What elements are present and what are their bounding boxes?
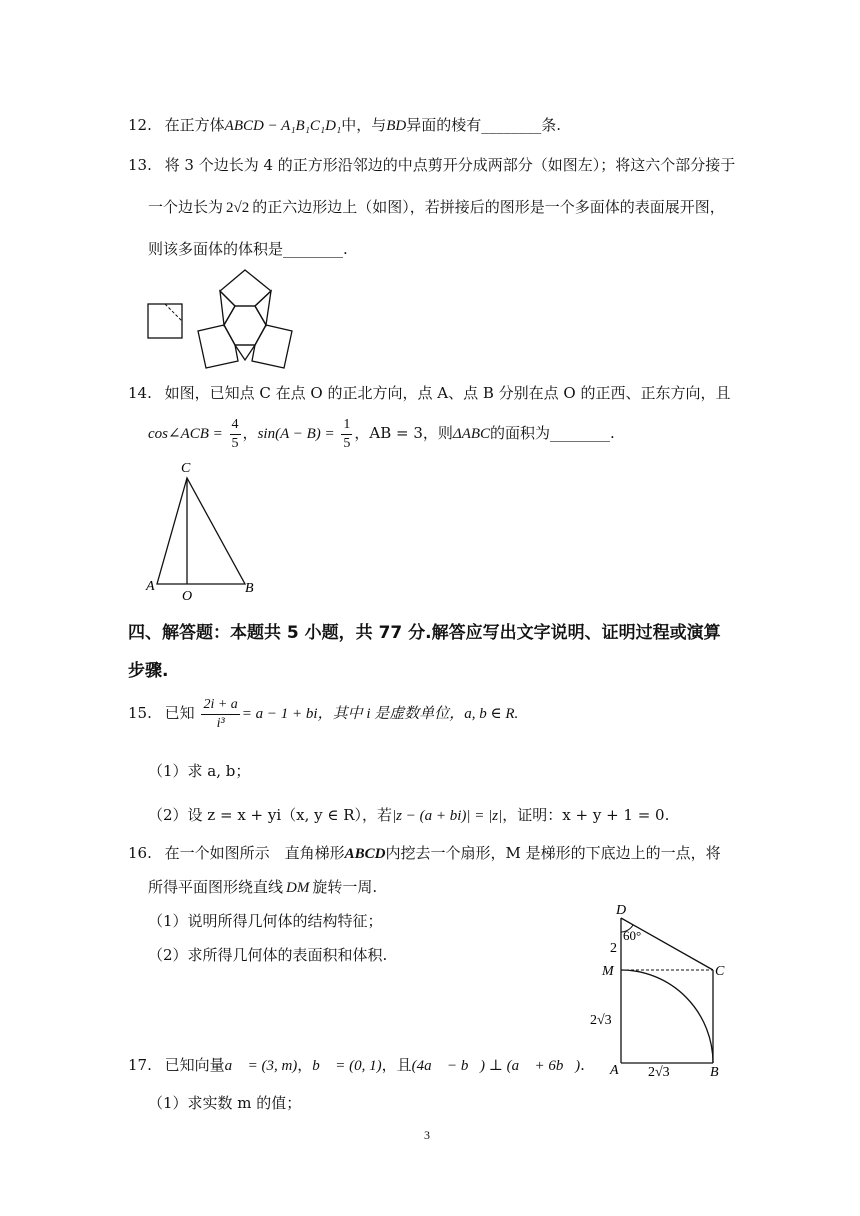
q14-number: 14. xyxy=(128,384,152,402)
q13-figure xyxy=(140,268,310,378)
question-13-line-3 xyxy=(148,238,348,260)
q13-side-length: 2√2 xyxy=(226,200,250,216)
q12-text-2: 中，与 xyxy=(341,116,387,134)
q14-sin-numerator: 1 xyxy=(341,416,352,435)
q17-end: . xyxy=(580,1056,585,1074)
q15-part-1-text: （1）求 a, b； xyxy=(148,762,251,780)
q16-figure xyxy=(580,896,740,1086)
q13-right-piece xyxy=(252,325,292,368)
q16-label-dm-length: 2 xyxy=(610,941,617,956)
q14-ab: ，AB = 3，则 xyxy=(354,424,453,442)
q16-label-a: A xyxy=(610,1063,619,1078)
q12-text-3: 异面的棱有________条. xyxy=(406,116,561,134)
q13-triangle-1 xyxy=(220,291,235,325)
q14-sin-denominator: 5 xyxy=(343,435,351,451)
q15-number: 15. xyxy=(128,704,152,722)
q13-text-3: 则该多面体的体积是________. xyxy=(148,240,348,258)
q16-label-m: M xyxy=(602,964,614,979)
question-15-line-1 xyxy=(128,690,518,736)
q14-sep: ， xyxy=(242,424,258,442)
question-16-line-2 xyxy=(148,876,377,899)
q17-number: 17. xyxy=(128,1056,152,1074)
q17-vector-a: a⃗ = (3, m) xyxy=(224,1058,298,1074)
q15-fraction xyxy=(201,696,239,733)
question-13-line-2 xyxy=(148,196,725,219)
q15-equation: = a − 1 + bi，其中 i 是虚数单位，a, b ∈ R. xyxy=(241,706,519,722)
question-14-line-1 xyxy=(128,382,730,404)
q13-left-piece xyxy=(198,325,238,368)
q13-number: 13. xyxy=(128,156,152,174)
question-17-part-1 xyxy=(148,1092,301,1114)
q16-text-1b: 内挖去一个扇形，M 是梯形的下底边上的一点，将 xyxy=(385,844,721,862)
q12-number: 12. xyxy=(128,116,152,134)
q16-dm: DM xyxy=(286,880,310,896)
page-number: 3 xyxy=(424,1128,430,1142)
q16-label-am-length: 2√3 xyxy=(590,1013,612,1028)
question-16-part-2 xyxy=(148,944,387,966)
q16-label-ab-length: 2√3 xyxy=(648,1065,670,1080)
question-15-part-2 xyxy=(148,804,669,827)
q16-text-2a: 所得平面图形绕直线 xyxy=(148,878,284,896)
q16-edge-cd xyxy=(621,918,713,970)
q13-top-piece xyxy=(220,270,271,306)
q12-bd: BD xyxy=(386,118,407,134)
q16-text-2b: 旋转一周. xyxy=(312,878,378,896)
q13-square xyxy=(148,304,182,338)
q16-part-1-text: （1）说明所得几何体的结构特征； xyxy=(148,912,383,930)
q16-part-2-text: （2）求所得几何体的表面积和体积. xyxy=(148,946,388,964)
q14-triangle: ΔABC xyxy=(452,426,491,442)
q17-vector-b: b⃗ = (0, 1) xyxy=(312,1058,382,1074)
q14-cos-fraction xyxy=(230,416,241,453)
q14-sin-fraction xyxy=(341,416,352,453)
q14-text-1: 如图，已知点 C 在点 O 的正北方向，点 A、点 B 分别在点 O 的正西、正东方向，且 xyxy=(164,384,731,402)
q14-label-c: C xyxy=(181,461,191,476)
q13-text-1: 将 3 个边长为 4 的正方形沿邻边的中点剪开分成两部分（如图左）；将这六个部分接于 xyxy=(164,156,736,174)
q14-tail: 的面积为________. xyxy=(490,424,615,442)
q15-part-2a: （2）设 z = x + yi（x, y ∈ R），若 xyxy=(148,806,393,824)
q13-triangle-2 xyxy=(255,291,271,325)
q16-text-1: 在一个如图所示 直角梯形 xyxy=(164,844,345,862)
q15-part-2b: ，证明：x + y + 1 = 0. xyxy=(502,806,670,824)
section-4-title-cont: 步骤. xyxy=(128,661,169,681)
q14-cos-label: cos∠ACB = xyxy=(148,426,223,442)
q15-numerator: 2i + a xyxy=(201,696,239,715)
q16-label-d: D xyxy=(616,903,627,918)
q13-text-2b: 的正六边形边上（如图），若拼接后的图形是一个多面体的表面展开图， xyxy=(252,198,725,216)
q16-label-angle: 60° xyxy=(623,928,642,943)
question-13-line-1 xyxy=(128,154,735,176)
q17-sep: ， xyxy=(297,1056,313,1074)
q17-part-1-text: （1）求实数 m 的值； xyxy=(148,1094,302,1112)
q14-cos-numerator: 4 xyxy=(230,416,241,435)
q15-pre: 已知 xyxy=(164,704,195,722)
q14-label-a: A xyxy=(146,579,155,594)
q14-figure xyxy=(140,456,270,606)
section-4-title: 四、解答题：本题共 5 小题，共 77 分.解答应写出文字说明、证明过程或演算 xyxy=(128,623,721,643)
q14-label-o: O xyxy=(182,589,193,604)
question-15-part-1 xyxy=(148,760,250,782)
q14-triangle-shape xyxy=(157,478,245,584)
q16-label-c: C xyxy=(715,964,725,979)
q12-cube-name: ABCD − A₁B₁C₁D₁ xyxy=(224,118,342,134)
question-17-line-1 xyxy=(128,1054,585,1077)
q14-label-b: B xyxy=(245,581,254,596)
q13-dashed-cut xyxy=(165,304,182,321)
q17-perpendicular: (4a⃗ − b⃗) ⊥ (a⃗ + 6b⃗) xyxy=(411,1058,581,1074)
q15-modulus: |z − (a + bi)| = |z| xyxy=(392,808,503,824)
q15-denominator: i³ xyxy=(216,715,225,731)
q17-text-1b: ，且 xyxy=(381,1056,412,1074)
q13-text-2a: 一个边长为 xyxy=(148,198,224,216)
q13-hexagon xyxy=(224,306,266,345)
q14-cos-denominator: 5 xyxy=(231,435,239,451)
q14-sin-label: sin(A − B) = xyxy=(257,426,335,442)
q12-text-1: 在正方体 xyxy=(164,116,225,134)
question-16-line-1 xyxy=(128,842,721,865)
q16-label-b: B xyxy=(710,1065,719,1080)
question-14-line-2 xyxy=(148,410,615,456)
q16-arc xyxy=(621,970,713,1063)
q16-abcd: ABCD xyxy=(344,846,386,862)
q17-text-1a: 已知向量 xyxy=(164,1056,225,1074)
question-12 xyxy=(128,114,561,137)
q16-number: 16. xyxy=(128,844,152,862)
question-16-part-1 xyxy=(148,910,383,932)
